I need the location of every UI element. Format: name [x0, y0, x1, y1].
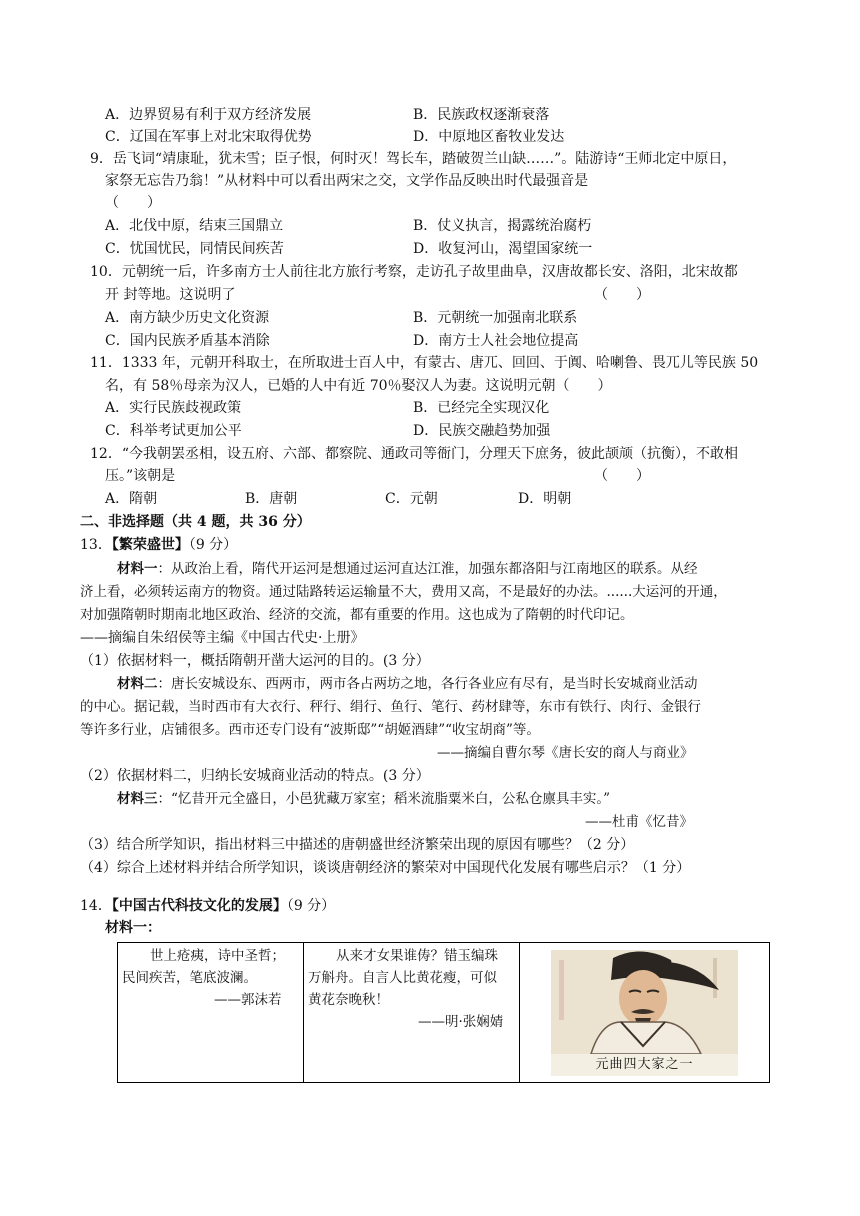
q13-heading	[80, 536, 237, 554]
q13-material1-line3: 对加强隋朝时期南北地区政治、经济的交流，都有重要的作用。这也成为了隋朝的时代印记。	[80, 607, 634, 623]
material-label: 材料一	[117, 561, 158, 577]
q12-option-d: D．明朝	[518, 491, 572, 507]
material-cell-guomoruo	[118, 943, 304, 1083]
q9-option-b: B．仗义执言，揭露统治腐朽	[413, 218, 592, 234]
q14-number: 14．	[80, 898, 112, 914]
q8-option-b: B．民族政权逐渐衰落	[413, 107, 550, 123]
q13-number: 13．	[80, 537, 112, 553]
q13-material3-source: ——杜甫《忆昔》	[585, 814, 693, 830]
cell1-source: ——郭沫若	[214, 992, 282, 1008]
q12-option-c: C．元朝	[385, 491, 438, 507]
portrait-figure-icon	[551, 950, 738, 1054]
q13-material1-line1	[117, 560, 698, 578]
q8-option-d: D．中原地区畜牧业发达	[413, 129, 565, 145]
q13-material1-source: ——摘编自朱绍侯等主编《中国古代史·上册》	[80, 630, 365, 646]
q11-option-d: D．民族交融趋势加强	[413, 423, 551, 439]
q13-title: 【繁荣盛世】	[111, 537, 189, 553]
cell1-line1: 世上疮痍，诗中圣哲；	[150, 948, 285, 964]
q11-option-b: B．已经完全实现汉化	[413, 400, 550, 416]
portrait-caption: 元曲四大家之一	[551, 1054, 738, 1076]
cell2-line2: 万斛舟。自言人比黄花瘦，可似	[308, 970, 497, 986]
q14-material-table	[117, 942, 770, 1083]
q10-stem-line2: 开 封等地。这说明了	[105, 287, 236, 303]
q13-subquestion-3: （3）结合所学知识，指出材料三中描述的唐朝盛世经济繁荣出现的原因有哪些？（2 分）	[80, 837, 635, 853]
q9-option-d: D．收复河山，渴望国家统一	[413, 241, 593, 257]
q12-answer-paren: （ ）	[594, 468, 650, 484]
material-cell-zhangxianjing	[304, 943, 520, 1083]
q10-answer-paren: （ ）	[594, 287, 650, 303]
q11-stem-line2: 名，有 58％母亲为汉人，已婚的人中有近 70％娶汉人为妻。这说明元朝（ ）	[105, 378, 612, 394]
q13-material2-line3: 等许多行业，店铺很多。西市还专门设有“波斯邸”“胡姬酒肆”“收宝胡商”等。	[80, 722, 540, 738]
section-heading: 二、非选择题（共 4 题，共 36 分）	[80, 514, 311, 530]
cell1-line2: 民间疾苦，笔底波澜。	[122, 970, 257, 986]
q13-material2-line2: 的中心。据记载，当时西市有大衣行、秤行、绢行、鱼行、笔行、药材肆等，东市有铁行、肉行、金银行	[80, 699, 701, 715]
material-label: 材料三	[117, 791, 158, 807]
cell2-source: ——明·张娴婧	[418, 1014, 504, 1030]
cell2-line1: 从来才女果谁俦？错玉编珠	[336, 948, 498, 964]
q14-title: 【中国古代科技文化的发展】	[111, 898, 287, 914]
q11-option-a: A．实行民族歧视政策	[105, 400, 242, 416]
q14-heading	[80, 897, 335, 915]
q13-material2-line1	[117, 675, 698, 693]
q14-material1-label: 材料一：	[105, 920, 161, 936]
material-cell-portrait	[520, 943, 770, 1083]
q10-stem-line1: 10．元朝统一后，许多南方士人前往北方旅行考察，走访孔子故里曲阜，汉唐故都长安、洛阳，北宋故都	[90, 264, 738, 280]
q10-option-c: C．国内民族矛盾基本消除	[105, 333, 270, 349]
cell2-line3: 黄花奈晚秋！	[308, 992, 389, 1008]
q13-subquestion-2: （2）依据材料二，归纳长安城商业活动的特点。(3 分）	[80, 768, 430, 784]
q10-option-a: A．南方缺少历史文化资源	[105, 310, 270, 326]
q12-option-b: B．唐朝	[245, 491, 298, 507]
q9-option-a: A．北伐中原，结束三国鼎立	[105, 218, 284, 234]
q8-option-a: A．边界贸易有利于双方经济发展	[105, 107, 312, 123]
q11-stem-line1: 11．1333 年，元朝开科取士，在所取进士百人中，有蒙古、唐兀、回回、于阗、哈喇鲁、畏兀儿等民族 50	[90, 355, 759, 371]
q13-score: （9 分）	[188, 537, 238, 553]
q12-stem-line1: 12．“今我朝罢丞相，设五府、六部、都察院、通政司等衙门，分理天下庶务，彼此颉颃（抗衡），不敢相	[90, 446, 738, 462]
material-text: ：唐长安城设东、西两市，两市各占两坊之地，各行各业应有尽有，是当时长安城商业活动	[157, 676, 698, 692]
q13-material1-line2: 济上看，必须转运南方的物资。通过陆路转运运输量不大，费用又高，不是最好的办法。......大运河的开通，	[80, 584, 727, 600]
q8-option-c: C．辽国在军事上对北宋取得优势	[105, 129, 312, 145]
portrait-image	[551, 950, 738, 1076]
material-text: ：从政治上看，隋代开运河是想通过运河直达江淮，加强东都洛阳与江南地区的联系。从经	[157, 561, 698, 577]
q13-subquestion-1: （1）依据材料一，概括隋朝开凿大运河的目的。(3 分）	[80, 653, 430, 669]
material-label: 材料二	[117, 676, 158, 692]
q9-answer-paren: （ ）	[105, 195, 161, 211]
q11-option-c: C．科举考试更加公平	[105, 423, 242, 439]
q12-option-a: A．隋朝	[105, 491, 158, 507]
q10-option-b: B．元朝统一加强南北联系	[413, 310, 578, 326]
q13-material2-source: ——摘编自曹尔琴《唐长安的商人与商业》	[437, 745, 694, 761]
q10-option-d: D．南方士人社会地位提高	[413, 333, 579, 349]
q9-stem-line1: 9．岳飞词“靖康耻，犹未雪；臣子恨，何时灭！驾长车，踏破贺兰山缺……”。陆游诗“王师北定中原日，	[90, 151, 737, 167]
q9-stem-line2: 家祭无忘告乃翁！”从材料中可以看出两宋之交，文学作品反映出时代最强音是	[105, 173, 589, 189]
q13-subquestion-4: （4）综合上述材料并结合所学知识，谈谈唐朝经济的繁荣对中国现代化发展有哪些启示？（1 分）	[80, 860, 691, 876]
material-text: ：“忆昔开元全盛日，小邑犹藏万家室；稻米流脂粟米白，公私仓廪具丰实。”	[157, 791, 611, 807]
q12-stem-line2: 压。”该朝是	[105, 468, 176, 484]
q13-material3-line1	[117, 790, 610, 808]
q14-score: （9 分）	[286, 898, 336, 914]
q9-option-c: C．忧国忧民，同情民间疾苦	[105, 241, 284, 257]
